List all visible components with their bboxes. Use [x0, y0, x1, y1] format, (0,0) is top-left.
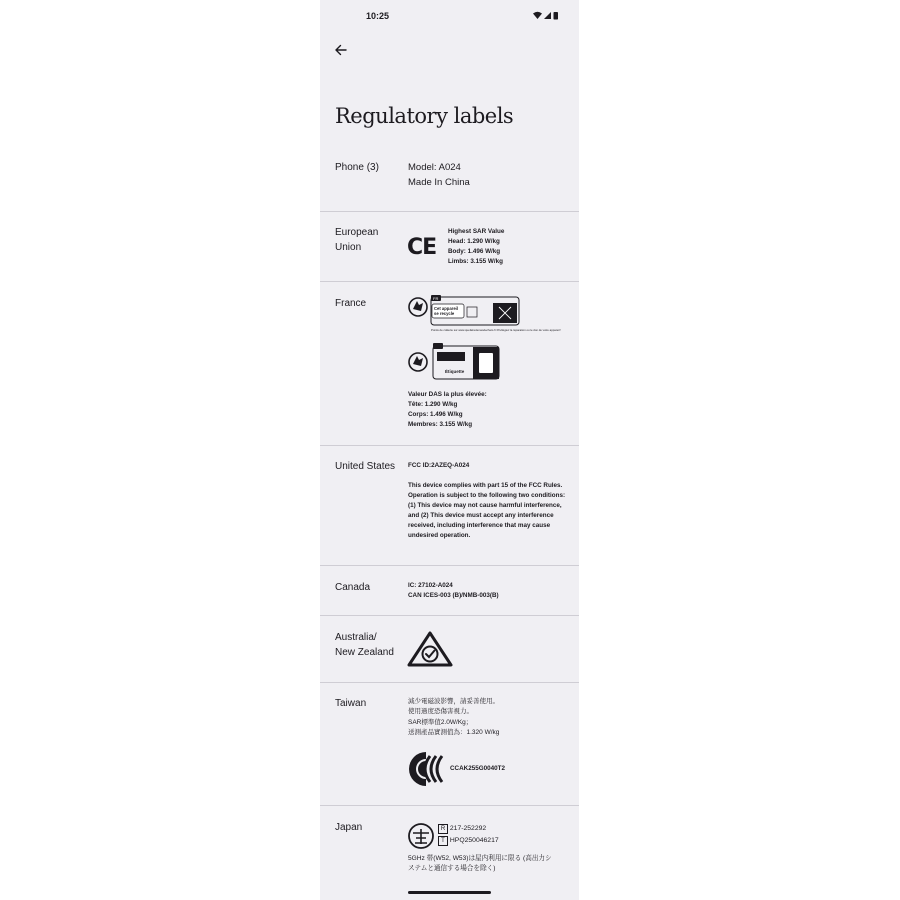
box-icon [467, 307, 477, 317]
svg-text:Étiquette: Étiquette [445, 369, 465, 374]
phone-info [408, 160, 470, 190]
divider [320, 805, 579, 806]
cellular-icon [544, 12, 551, 19]
triman-deee-label [407, 342, 502, 387]
bin-icon [479, 353, 493, 373]
svg-text:se recycle: se recycle [434, 311, 455, 316]
japan-cert-numbers [438, 823, 499, 847]
canada-info: IC: 27102-A024 CAN ICES-003 (B)/NMB-003(B) [408, 582, 499, 599]
region-canada: Canada [335, 582, 371, 593]
region-eu: European Union [335, 227, 379, 253]
device-icon [437, 352, 465, 361]
fcc-compliance-text: This device complies with part 15 of the FCC Rules. Operation is subject to the following two conditions: (1) This device may not cause harmful interference, and (2) This device must accept any interference received, including interference that may cause undesired operation. [408, 482, 566, 539]
france-sar-info: Valeur DAS la plus élevée: Tête: 1.290 W/kg Corps: 1.496 W/kg Membres: 3.155 W/kg [408, 391, 487, 428]
triman-recycle-label [407, 295, 562, 338]
region-anz: Australia/ New Zealand [335, 632, 394, 658]
ncc-icon [407, 750, 445, 793]
phone-screen [320, 0, 579, 900]
status-time: 10:25 [366, 11, 390, 21]
ncc-code: CCAK255G0040T2 [450, 765, 505, 772]
region-phone: Phone (3) [335, 162, 379, 173]
divider [320, 565, 579, 566]
fcc-id: FCC ID:2AZEQ-A024 [408, 462, 470, 469]
wifi-icon [533, 12, 542, 19]
made-in-text: Made In China [408, 177, 470, 188]
region-france: France [335, 298, 367, 309]
page-title: Regulatory labels [335, 104, 514, 128]
gesture-navigation-bar[interactable] [408, 891, 491, 894]
giteki-icon [407, 822, 435, 855]
battery-icon [554, 12, 559, 20]
divider [320, 281, 579, 282]
divider [320, 682, 579, 683]
region-japan: Japan [335, 822, 363, 833]
status-icons [532, 11, 560, 22]
ce-mark: CE [407, 235, 437, 260]
us-info [408, 461, 568, 541]
japan-5ghz-note: 5GHz 帯(W52, W53)は屋内利用に限る (高出力シ ステムと通信する場合を除く) [408, 855, 552, 872]
eu-sar-info: Highest SAR Value Head: 1.290 W/kg Body: 1.496 W/kg Limbs: 3.155 W/kg [448, 228, 505, 265]
back-button[interactable] [333, 42, 349, 58]
triman-icon [409, 353, 427, 371]
region-us: United States [335, 461, 396, 472]
svg-text:FR: FR [433, 296, 439, 301]
status-bar [320, 10, 579, 24]
region-taiwan: Taiwan [335, 698, 367, 709]
divider [320, 615, 579, 616]
svg-text:Cet appareil: Cet appareil [434, 306, 458, 311]
japan-t-row: T HPQ250046217 [438, 835, 499, 847]
arrow-back-icon [333, 42, 349, 58]
divider [320, 211, 579, 212]
taiwan-sar-info: 減少電磁波影響，請妥善使用。 使用過度恐傷害視力。 SAR標準值2.0W/Kg； 送測產品實測值為：1.320 W/kg [408, 698, 500, 737]
divider [320, 445, 579, 446]
japan-r-row: R 217-252292 [438, 823, 499, 835]
svg-text:Points de collecte sur www.que: Points de collecte sur www.quefairedemesdechets.fr Privilégiez la réparation ou le don de votre appareil ! [431, 328, 562, 332]
model-text: Model: A024 [408, 162, 461, 173]
rcm-icon [407, 631, 453, 672]
triman-icon [409, 298, 427, 316]
